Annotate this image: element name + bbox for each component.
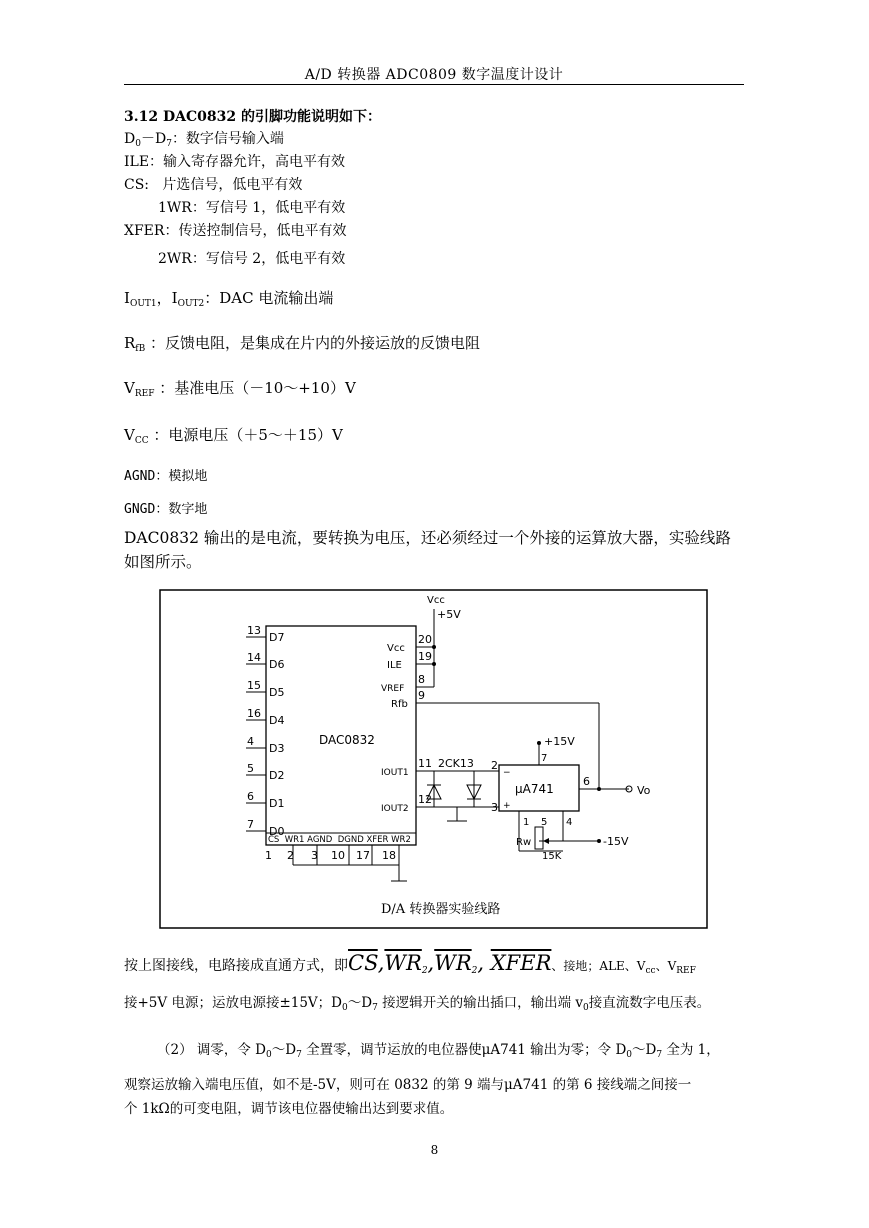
header-rule [124,84,744,85]
svg-text:18: 18 [382,849,396,862]
pin-num-19: 19 [418,650,432,663]
left-pin-num: 5 [247,762,254,775]
left-pin-num: 4 [247,735,254,748]
left-pin-label: D5 [269,686,285,699]
svg-text:17: 17 [356,849,370,862]
pin-label-rfb: Rfb [391,699,408,710]
step2-line-3: 个 1kΩ的可变电阻，调节该电位器使输出达到要求值。 [124,1101,454,1117]
left-pin-num: 6 [247,790,254,803]
svg-text:2: 2 [287,849,294,862]
pin-num-20: 20 [418,633,432,646]
svg-text:5: 5 [541,817,548,828]
potentiometer [535,827,543,849]
figure-caption: D/A 转换器实验线路 [381,902,501,917]
left-pin-label: D4 [269,714,285,727]
pin-vref: $V_{REF}$ ：基准电压（－10～+10）V [124,379,356,399]
pin-label-vref: VREF [381,684,405,694]
left-pin-num: 14 [247,651,261,664]
left-pin-label: D0 [269,825,285,838]
pin-label-iout2: IOUT2 [381,804,409,814]
svg-text:7: 7 [541,753,548,764]
left-pin-label: D3 [269,742,285,755]
pin-vcc: $V_{CC}$ ：电源电压（＋5～＋15）V [124,426,343,446]
pin-num-11: 11 [418,757,432,770]
vcc-label: Vcc [427,595,445,606]
svg-text:1: 1 [523,817,530,828]
pin-label-vcc: Vcc [387,643,405,654]
svg-text:10: 10 [331,849,345,862]
intro-paragraph: DAC0832 输出的是电流，要转换为电压，还必须经过一个外接的运算放大器，实验线路如图所示。 [124,529,731,571]
svg-text:1: 1 [265,849,272,862]
circuit-diagram [159,589,708,929]
svg-text:4: 4 [566,817,573,828]
left-pin-num: 16 [247,707,261,720]
right-pins [381,633,599,814]
minus15v-label: -15V [603,835,629,848]
svg-text:6: 6 [583,775,590,788]
vo-label: Vo [637,784,651,797]
left-pin-label: D1 [269,797,285,810]
step2-line-2: 观察运放输入端电压值，如不是-5V，则可在 0832 的第 9 端与μA741 的第 6 接线端之间接一 [124,1077,692,1093]
pin-iout: $I_{OUT1}$，$I_{OUT2}$：DAC 电流输出端 [124,289,334,309]
bottom-pin-labels: CS WR1 AGND DGND XFER WR2 [268,835,411,845]
diode-label: 2CK13 [438,757,474,770]
page-number: 8 [430,1143,439,1157]
pin-xfer: XFER：传送控制信号，低电平有效 [124,223,347,239]
plus5v-label: +5V [437,608,461,621]
pin-label-iout1: IOUT1 [381,768,409,778]
svg-text:3: 3 [311,849,318,862]
plus15v-label: +15V [544,735,575,748]
wiring-line-2: 接+5V 电源；运放电源接±15V；$D_0\sim D_7$ 接逻辑开关的输出插口，输出端 $v_0$接直流数字电压表。 [124,995,711,1013]
step2-line-1: （2） 调零，令 $D_0\sim D_7$ 全置零，调节运放的电位器使μA741 输出为零；令 $D_0\sim D_7$ 全为 1， [157,1042,720,1060]
left-pins [246,624,284,838]
left-pin-num: 7 [247,818,254,831]
rw-label: Rw [516,837,532,848]
left-pin-label: D6 [269,658,285,671]
svg-text:3: 3 [491,801,498,814]
left-pin-label: D7 [269,631,285,644]
page-header: A/D 转换器 ADC0809 数字温度计设计 [304,67,564,83]
opamp-label: μA741 [515,782,554,796]
pin-agnd: AGND：模拟地 [124,469,208,484]
section-title: 3.12 DAC0832 的引脚功能说明如下： [124,109,381,125]
wiring-line-1: 按上图接线，电路接成直通方式，即$\overline{CS},\overline{WR}_2,\overline{WR}_2$, XFER、接地；ALE、$V_{cc}$、$V_{REF}$ [124,951,696,976]
pin-ile: ILE：输入寄存器允许，高电平有效 [124,154,346,170]
pin-rfb: $R_{fB}$ ：反馈电阻，是集成在片内的外接运放的反馈电阻 [124,334,481,354]
chip-label: DAC0832 [319,733,375,747]
pin-num-12: 12 [418,793,432,806]
left-pin-num: 13 [247,624,261,637]
svg-text:2: 2 [491,759,498,772]
pin-wr1: 1WR：写信号 1，低电平有效 [158,200,346,216]
pin-num-8: 8 [418,673,425,686]
r15k-label: 15K [542,851,562,862]
left-pin-label: D2 [269,769,285,782]
pin-d0-d7: $D_0-D_7$：数字信号输入端 [124,131,284,149]
pin-cs: CS: 片选信号，低电平有效 [124,177,303,193]
pin-label-ile: ILE [387,660,402,671]
pin-wr2: 2WR：写信号 2，低电平有效 [158,251,346,267]
svg-text:+: + [503,801,511,811]
left-pin-num: 15 [247,679,261,692]
pin-gngd: GNGD：数字地 [124,502,208,517]
svg-text:−: − [503,768,511,778]
bottom-pins [265,845,407,881]
pin-num-9: 9 [418,689,425,702]
circuit-figure [159,589,708,929]
